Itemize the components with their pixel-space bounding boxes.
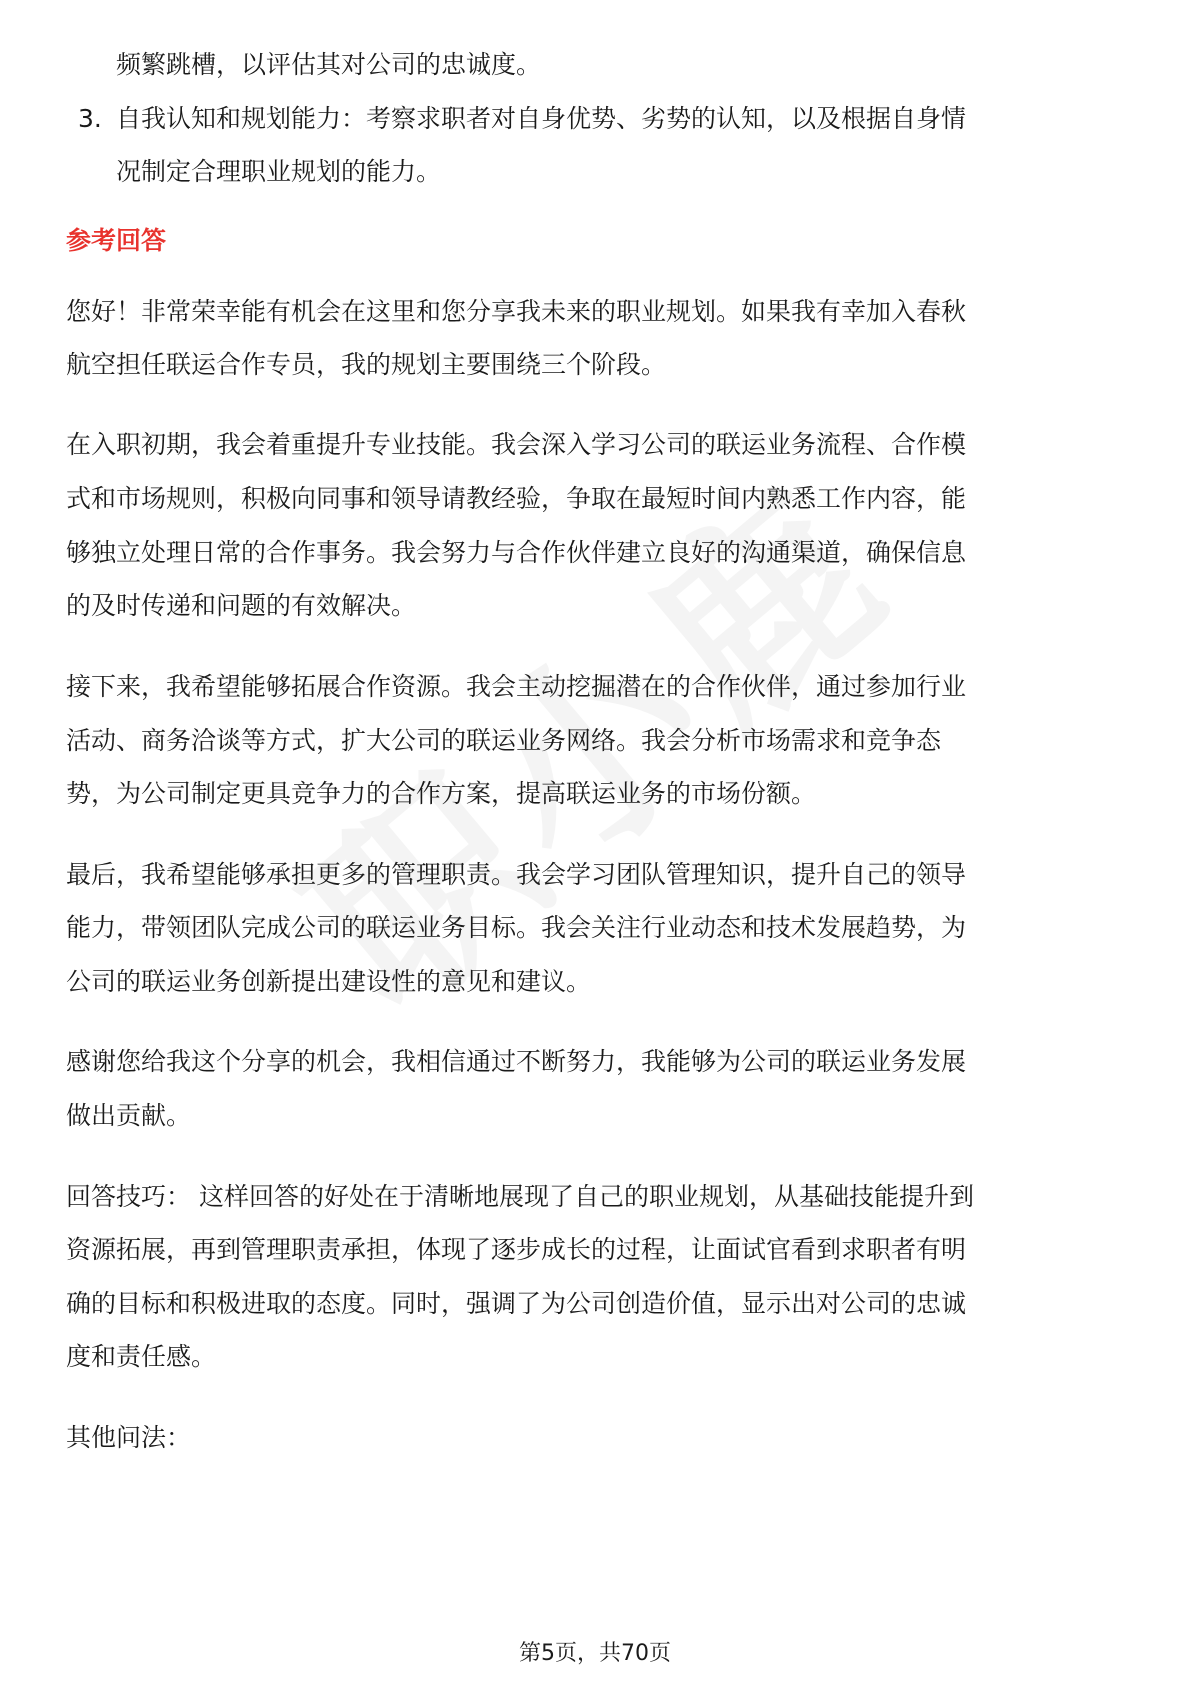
paragraph-3-line-1: 接下来，我希望能够拓展合作资源。我会主动挖掘潜在的合作伙伴，通过参加行业 [66,672,967,701]
page-footer: 第5页，共70页 [519,1641,671,1666]
list-item-3-line-1: 自我认知和规划能力：考察求职者对自身优势、劣势的认知，以及根据自身情 [116,104,967,133]
paragraph-4-line-1: 最后，我希望能够承担更多的管理职责。我会学习团队管理知识，提升自己的领导 [66,860,967,889]
paragraph-2-line-3: 够独立处理日常的合作事务。我会努力与合作伙伴建立良好的沟通渠道，确保信息 [66,538,967,567]
paragraph-4-line-2: 能力，带领团队完成公司的联运业务目标。我会关注行业动态和技术发展趋势，为 [66,913,967,942]
list-item-3-number: 3. [78,104,102,133]
paragraph-2-line-1: 在入职初期，我会着重提升专业技能。我会深入学习公司的联运业务流程、合作模 [66,430,967,459]
list-item-3-line-2: 况制定合理职业规划的能力。 [116,157,442,186]
paragraph-6-line-1: 回答技巧： 这样回答的好处在于清晰地展现了自己的职业规划，从基础技能提升到 [66,1182,974,1211]
paragraph-2-line-2: 式和市场规则，积极向同事和领导请教经验，争取在最短时间内熟悉工作内容，能 [66,484,967,513]
list-item-2-continuation: 频繁跳槽，以评估其对公司的忠诚度。 [116,50,542,79]
paragraph-1-line-2: 航空担任联运合作专员，我的规划主要围绕三个阶段。 [66,350,667,379]
paragraph-5-line-2: 做出贡献。 [66,1101,192,1130]
paragraph-7-line-1: 其他问法： [66,1423,192,1452]
paragraph-6-line-3: 确的目标和积极进取的态度。同时，强调了为公司创造价值，显示出对公司的忠诚 [66,1289,967,1318]
paragraph-3-line-3: 势，为公司制定更具竞争力的合作方案，提高联运业务的市场份额。 [66,779,817,808]
section-heading: 参考回答 [66,226,167,255]
paragraph-6-line-4: 度和责任感。 [66,1342,217,1371]
paragraph-2-line-4: 的及时传递和问题的有效解决。 [66,591,417,620]
paragraph-4-line-3: 公司的联运业务创新提出建设性的意见和建议。 [66,967,592,996]
paragraph-1-line-1: 您好！非常荣幸能有机会在这里和您分享我未来的职业规划。如果我有幸加入春秋 [66,297,967,326]
paragraph-5-line-1: 感谢您给我这个分享的机会，我相信通过不断努力，我能够为公司的联运业务发展 [66,1047,967,1076]
paragraph-3-line-2: 活动、商务洽谈等方式，扩大公司的联运业务网络。我会分析市场需求和竞争态 [66,726,942,755]
paragraph-6-line-2: 资源拓展，再到管理职责承担，体现了逐步成长的过程，让面试官看到求职者有明 [66,1235,967,1264]
